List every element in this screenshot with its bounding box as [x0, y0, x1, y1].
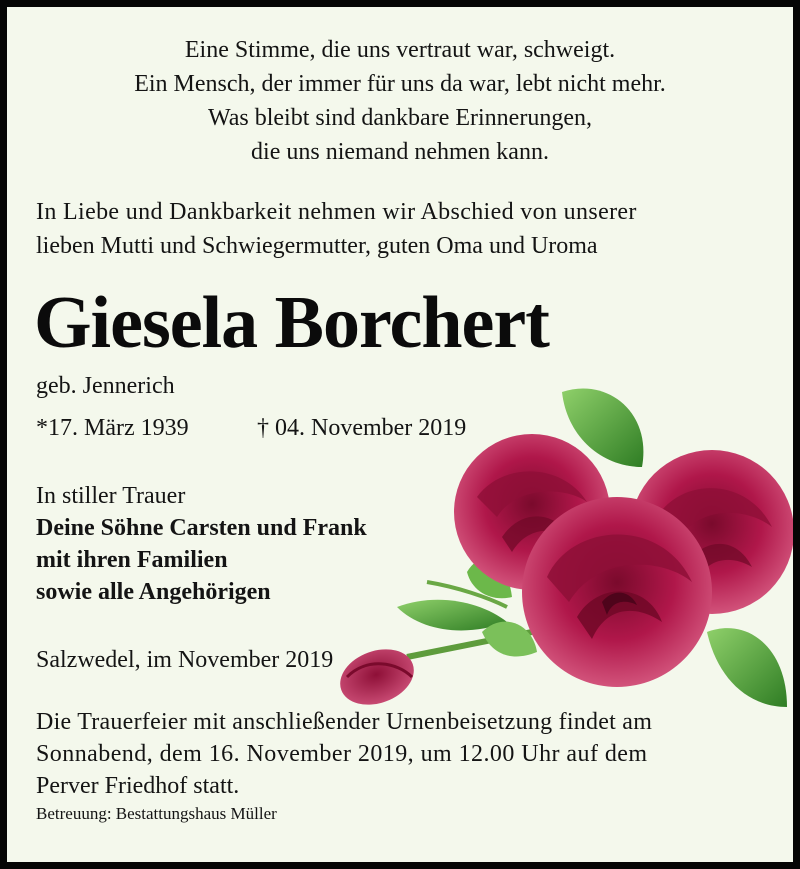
poem-line: Ein Mensch, der immer für uns da war, lebt nicht mehr. — [134, 71, 666, 97]
place-date: Salzwedel, im November 2019 — [36, 647, 334, 673]
maiden-name: geb. Jennerich — [36, 373, 175, 399]
poem-line: Was bleibt sind dankbare Erinnerungen, — [208, 105, 592, 131]
poem-line: die uns niemand nehmen kann. — [251, 139, 549, 165]
mourners-intro: In stiller Trauer — [36, 483, 186, 509]
deceased-name: Giesela Borchert — [34, 282, 549, 364]
mourners-line: mit ihren Familien — [36, 547, 228, 573]
mourners-line: Deine Söhne Carsten und Frank — [36, 515, 367, 541]
mourners-line: sowie alle Angehörigen — [36, 579, 271, 605]
birth-date: *17. März 1939 — [36, 415, 189, 441]
funeral-line: Sonnabend, dem 16. November 2019, um 12.00 Uhr auf dem — [36, 741, 648, 767]
poem-line: Eine Stimme, die uns vertraut war, schweigt. — [184, 37, 616, 63]
death-date: † 04. November 2019 — [257, 415, 467, 441]
intro-line: lieben Mutti und Schwiegermutter, guten Oma und Uroma — [36, 233, 598, 259]
funeral-line: Perver Friedhof statt. — [36, 773, 240, 799]
funeral-home: Betreuung: Bestattungshaus Müller — [36, 804, 277, 823]
intro-line: In Liebe und Dankbarkeit nehmen wir Abschied von unserer — [36, 199, 637, 225]
funeral-line: Die Trauerfeier mit anschließender Urnenbeisetzung findet am — [36, 709, 653, 735]
